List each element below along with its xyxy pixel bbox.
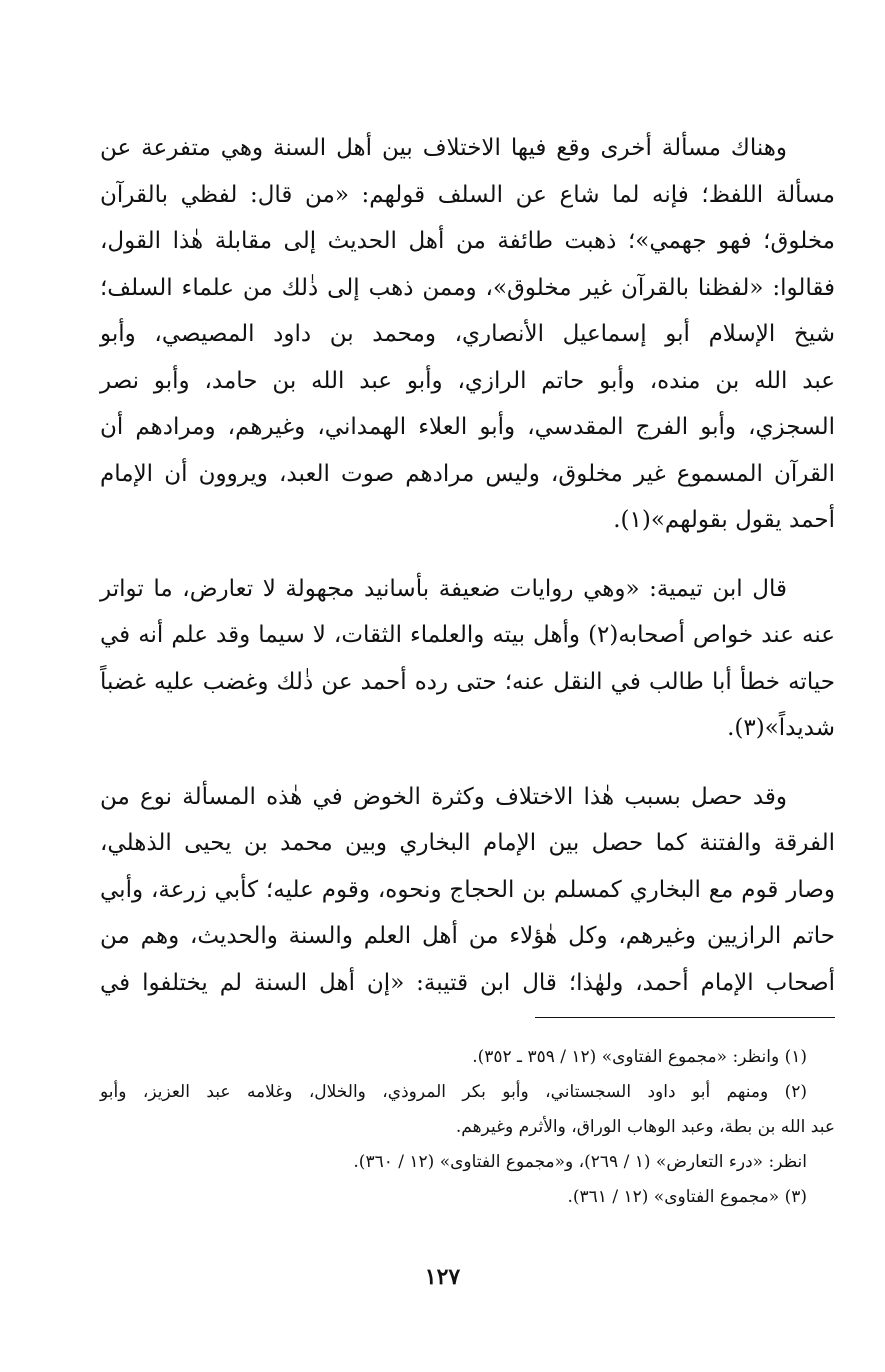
text-line: فقالوا: «لفظنا بالقرآن غير مخلوق»، وممن ذهب إلى ذٰلك من علماء السلف؛: [100, 274, 835, 301]
main-text: [100, 125, 835, 1006]
footnote-2: (٢) ومنهم أبو داود السجستاني، وأبو بكر المروذي، والخلال، وغلامه عبد العزيز، وأبو: [100, 1082, 807, 1102]
text-line: شديداً»(٣).: [727, 715, 835, 741]
text-line: شيخ الإسلام أبو إسماعيل الأنصاري، ومحمد بن داود المصيصي، وأبو: [100, 321, 835, 347]
page-number: ١٢٧: [424, 1264, 461, 1290]
text-line: أحمد يقول بقولهم»(١).: [613, 507, 835, 533]
text-line: مسألة اللفظ؛ فإنه لما شاع عن السلف قولهم: «من قال: لفظي بالقرآن: [100, 181, 835, 208]
text-line: مخلوق؛ فهو جهمي»؛ ذهبت طائفة من أهل الحديث إلى مقابلة هٰذا القول،: [100, 228, 835, 254]
footnote-2-continued: عبد الله بن بطة، وعبد الوهاب الوراق، والأثرم وغيرهم.: [455, 1117, 835, 1137]
paragraph-2: [100, 566, 835, 752]
text-line: قال ابن تيمية: «وهي روايات ضعيفة بأسانيد مجهولة لا تعارض، ما تواتر: [100, 575, 787, 602]
footnote-2-reference: انظر: «درء التعارض» (١ / ٢٦٩)، و«مجموع الفتاوى» (١٢ / ٣٦٠).: [353, 1152, 807, 1172]
text-line: أصحاب الإمام أحمد، ولهٰذا؛ قال ابن قتيبة: «إن أهل السنة لم يختلفوا في: [100, 969, 835, 996]
paragraph-3: [100, 774, 835, 1007]
paragraph-1: [100, 125, 835, 544]
text-line: حاتم الرازيين وغيرهم، وكل هٰؤلاء من أهل العلم والسنة والحديث، وهم من: [100, 923, 835, 949]
text-line: وقد حصل بسبب هٰذا الاختلاف وكثرة الخوض في هٰذه المسألة نوع من: [100, 783, 787, 810]
text-line: السجزي، وأبو الفرج المقدسي، وأبو العلاء الهمداني، وغيرهم، ومرادهم أن: [100, 414, 835, 440]
footnote-3: (٣) «مجموع الفتاوى» (١٢ / ٣٦١).: [567, 1187, 807, 1207]
text-line: وهناك مسألة أخرى وقع فيها الاختلاف بين أهل السنة وهي متفرعة عن: [100, 135, 787, 161]
text-line: القرآن المسموع غير مخلوق، وليس مرادهم صوت العبد، ويروون أن الإمام: [100, 460, 835, 487]
text-line: وصار قوم مع البخاري كمسلم بن الحجاج ونحوه، وقوم عليه؛ كأبي زرعة، وأبي: [100, 876, 835, 903]
footnote-separator: [535, 1017, 835, 1018]
text-line: عنه عند خواص أصحابه(٢) وأهل بيته والعلماء الثقات، لا سيما وقد علم أنه في: [100, 622, 835, 648]
footnotes: [100, 1040, 835, 1215]
text-line: عبد الله بن منده، وأبو حاتم الرازي، وأبو عبد الله بن حامد، وأبو نصر: [100, 367, 835, 394]
text-line: الفرقة والفتنة كما حصل بين الإمام البخاري وبين محمد بن يحيى الذهلي،: [100, 830, 835, 856]
footnote-1: (١) وانظر: «مجموع الفتاوى» (١٢ / ٣٥٩ ـ ٣٥٢).: [472, 1047, 807, 1067]
text-line: حياته خطأ أبا طالب في النقل عنه؛ حتى رده أحمد عن ذٰلك وغضب عليه غضباً: [100, 668, 835, 695]
